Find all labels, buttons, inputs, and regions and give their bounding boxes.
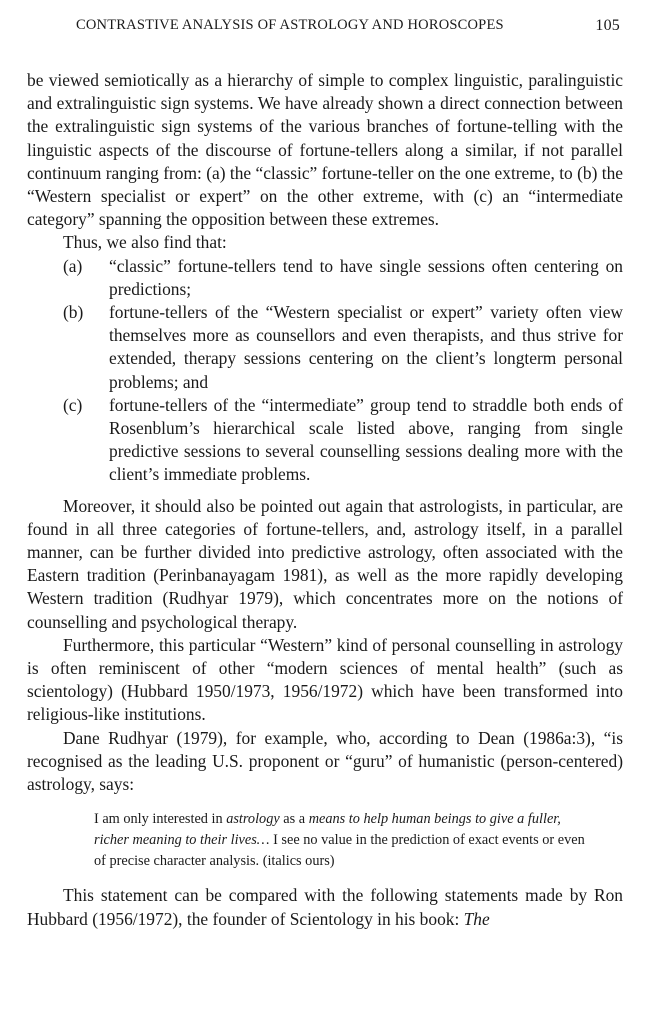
list-item	[27, 394, 623, 487]
list-item	[27, 301, 623, 394]
quote-text: I am only interested in	[94, 811, 227, 828]
running-header	[28, 17, 622, 39]
quote-text: as a	[279, 811, 309, 828]
enumerated-list	[27, 255, 623, 487]
quote-text: I see no value in the prediction of exact events or even of precise character analysis. (italics ours)	[94, 832, 585, 870]
paragraph-4: Furthermore, this particular “Western” kind of personal counselling in astrology is often reminiscent of other “modern sciences of mental health” (such as scientology) (Hubbard 1950/1973, 1956/1972) which have been transformed into religious-like institutions.	[27, 634, 623, 725]
block-quote	[94, 809, 599, 872]
list-item-text: fortune-tellers of the “intermediate” group tend to straddle both ends of Rosenblum’s hierarchical scale listed above, ranging from single predictive sessions to several counselling sessions dealing more with the client’s immediate problems.	[109, 394, 623, 485]
paragraph-3: Moreover, it should also be pointed out again that astrologists, in particular, are found in all three categories of fortune-tellers, and, astrology itself, in a parallel manner, can be further divided into predictive astrology, often associated with the Eastern tradition (Perinbanayagam 1981), as well as the more rapidly developing Western tradition (Rudhyar 1979), which concentrates more on the notions of counselling and psychological therapy.	[27, 495, 623, 632]
paragraph-6	[27, 884, 623, 930]
list-marker: (c)	[63, 394, 83, 415]
list-item	[27, 255, 623, 301]
running-title: CONTRASTIVE ANALYSIS OF ASTROLOGY AND HOROSCOPES	[76, 17, 504, 33]
quote-italic: astrology	[226, 811, 280, 828]
quote-italic: means to help human beings to give a fuller, richer meaning to their lives…	[94, 811, 561, 849]
paragraph-6-text: This statement can be compared with the following statements made by Ron Hubbard (1956/1972), the founder of Scientology in his book:	[27, 885, 623, 929]
book-title-start: The	[463, 908, 490, 929]
paragraph-5: Dane Rudhyar (1979), for example, who, according to Dean (1986a:3), “is recognised as the leading U.S. proponent or “guru” of humanistic (person-centered) astrology, says:	[27, 727, 623, 795]
body-text	[27, 69, 623, 931]
list-marker: (b)	[63, 302, 84, 323]
paragraph-2: Thus, we also find that:	[63, 232, 227, 253]
list-marker: (a)	[63, 255, 83, 276]
list-item-text: “classic” fortune-tellers tend to have single sessions often centering on predictions;	[109, 255, 623, 299]
paragraph-1: be viewed semiotically as a hierarchy of simple to complex linguistic, paralinguistic and extralinguistic sign systems. We have already shown a direct connection between the extralinguistic sign systems of the various branches of fortune-telling with the linguistic aspects of the discourse of fortune-tellers along a similar, if not parallel continuum ranging from: (a) the “classic” fortune-teller on the one extreme, to (b) the “Western specialist or expert” on the other extreme, with (c) an “intermediate category” spanning the opposition between these extremes.	[27, 70, 623, 230]
page-number: 105	[595, 17, 620, 34]
list-item-text: fortune-tellers of the “Western specialist or expert” variety often view themselves more as counsellors and even therapists, and thus strive for extended, therapy sessions centering on the client’s longterm personal problems; and	[109, 302, 623, 392]
